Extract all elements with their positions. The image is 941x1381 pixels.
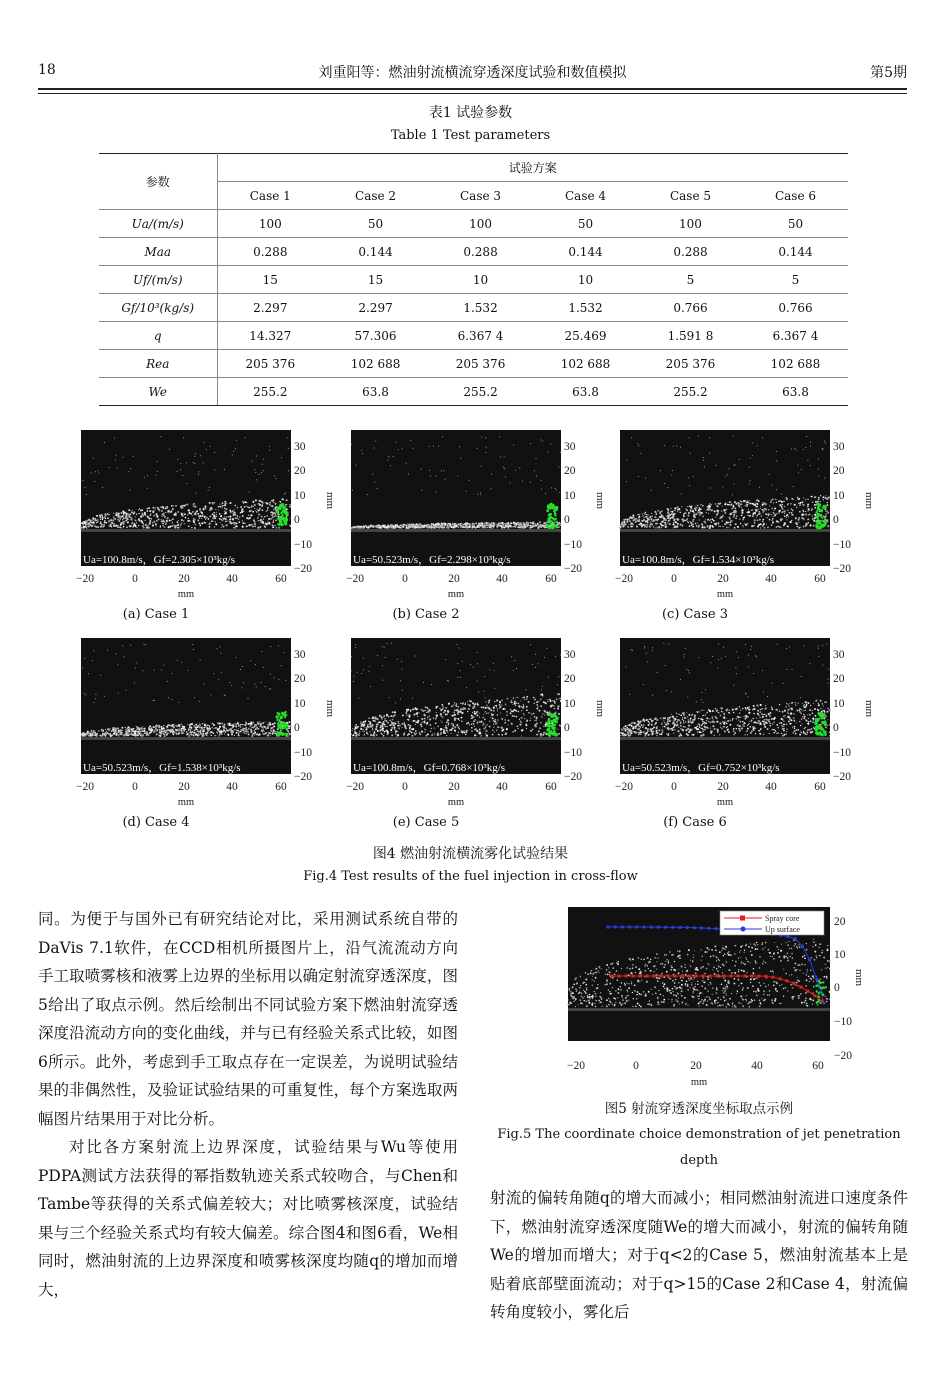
x-axis-unit: mm <box>716 797 734 808</box>
y-tick-label: −10 <box>564 747 582 759</box>
y-tick-label: 30 <box>294 649 306 661</box>
y-axis-unit: mm <box>863 700 875 718</box>
x-tick-label: 0 <box>402 781 408 793</box>
y-axis-unit: mm <box>853 969 865 987</box>
value-cell: 14.327 <box>217 322 323 350</box>
x-axis-unit: mm <box>690 1077 708 1088</box>
value-cell: 5 <box>638 266 743 294</box>
value-cell: 0.766 <box>743 294 848 322</box>
value-cell: 255.2 <box>217 378 323 406</box>
column-header: Case 2 <box>323 182 428 210</box>
y-tick-label: 0 <box>833 722 839 734</box>
panel-label: (f) Case 6 <box>663 815 727 830</box>
table-row <box>99 294 848 322</box>
x-tick-label: −20 <box>615 781 633 793</box>
x-tick-label: 60 <box>275 573 287 585</box>
condition-overlay: Ua=100.8m/s，Gf=1.534×10³kg/s <box>622 554 775 566</box>
y-tick-label: 0 <box>834 982 840 994</box>
value-cell: 100 <box>638 210 743 238</box>
y-tick-label: −20 <box>834 1050 852 1062</box>
x-tick-label: 40 <box>496 573 508 585</box>
page-header <box>38 62 907 88</box>
paragraph-2: 对比各方案射流上边界深度，试验结果与Wu等使用PDPA测试方法获得的幂指数轨迹关系式较吻合，与Chen和Tambe等获得的关系式偏差较大；对比喷雾核深度，试验结果与三个经验关系式均有较大偏差。综合图4和图6看，We相同时，燃油射流的上边界深度和喷雾核深度均随q的增加而增大， <box>38 1138 458 1299</box>
figure-4-panel <box>76 430 351 630</box>
param-cell: Gf/10³(kg/s) <box>99 294 217 322</box>
spray-image-plot <box>615 430 890 600</box>
legend-entry: Spray core <box>765 914 800 923</box>
x-tick-label: −20 <box>615 573 633 585</box>
value-cell: 255.2 <box>638 378 743 406</box>
spray-image-plot <box>346 430 621 600</box>
right-column <box>490 1184 908 1327</box>
value-cell: 100 <box>217 210 323 238</box>
x-axis-unit: mm <box>716 589 734 600</box>
x-tick-label: 20 <box>178 573 190 585</box>
y-tick-label: 0 <box>833 514 839 526</box>
running-title: 刘重阳等：燃油射流横流穿透深度试验和数值模拟 <box>318 65 627 81</box>
header-rule-thin <box>38 93 907 94</box>
figure-5-caption-cn: 图5 射流穿透深度坐标取点示例 <box>604 1101 794 1117</box>
x-tick-label: 20 <box>717 573 729 585</box>
figure-5-caption-en: Fig.5 The coordinate choice demonstration of jet penetration depth <box>497 1127 901 1168</box>
table-row <box>99 266 848 294</box>
y-tick-label: 20 <box>833 673 845 685</box>
paragraph-3: 射流的偏转角随q的增大而减小；相同燃油射流进口速度条件下，燃油射流穿透深度随We的增大而减小，射流的偏转角随We的增加而增大；对于q<2的Case 5，燃油射流基本上是贴着底部壁面流动；对于q>15的Case 2和Case 4，射流偏转角度较小，雾化后 <box>490 1189 908 1321</box>
value-cell: 205 376 <box>217 350 323 378</box>
y-tick-label: 0 <box>564 722 570 734</box>
value-cell: 5 <box>743 266 848 294</box>
value-cell: 2.297 <box>323 294 428 322</box>
condition-overlay: Ua=100.8m/s，Gf=2.305×10³kg/s <box>83 554 236 566</box>
panel-label: (d) Case 4 <box>122 815 190 830</box>
x-tick-label: −20 <box>346 573 364 585</box>
y-tick-label: 10 <box>833 698 845 710</box>
value-cell: 205 376 <box>428 350 533 378</box>
y-tick-label: 30 <box>564 441 576 453</box>
header-rule <box>38 88 907 90</box>
y-tick-label: 10 <box>294 490 306 502</box>
x-tick-label: 20 <box>178 781 190 793</box>
y-tick-label: 20 <box>564 673 576 685</box>
figure-4-panel <box>615 430 890 630</box>
param-cell: Rea <box>99 350 217 378</box>
y-axis-unit: mm <box>324 492 336 510</box>
left-column <box>38 905 458 1304</box>
spray-image-plot <box>76 430 351 600</box>
x-tick-label: −20 <box>567 1060 585 1072</box>
column-header: Case 5 <box>638 182 743 210</box>
y-tick-label: 10 <box>834 949 846 961</box>
panel-label: (c) Case 3 <box>661 607 729 622</box>
value-cell: 10 <box>533 266 638 294</box>
param-header: 参数 <box>99 154 217 210</box>
figure-4-panel <box>615 638 890 838</box>
x-tick-label: 60 <box>814 781 826 793</box>
x-tick-label: 40 <box>496 781 508 793</box>
y-tick-label: 20 <box>564 465 576 477</box>
y-tick-label: −20 <box>564 563 582 575</box>
x-axis-unit: mm <box>447 589 465 600</box>
y-tick-label: −10 <box>833 539 851 551</box>
test-parameters-table <box>99 153 848 406</box>
value-cell: 50 <box>323 210 428 238</box>
y-tick-label: 30 <box>833 649 845 661</box>
value-cell: 63.8 <box>323 378 428 406</box>
y-tick-label: −10 <box>833 747 851 759</box>
value-cell: 6.367 4 <box>428 322 533 350</box>
value-cell: 0.144 <box>533 238 638 266</box>
y-tick-label: 20 <box>833 465 845 477</box>
x-tick-label: 20 <box>717 781 729 793</box>
column-header: Case 3 <box>428 182 533 210</box>
x-tick-label: 20 <box>448 573 460 585</box>
value-cell: 50 <box>533 210 638 238</box>
value-cell: 10 <box>428 266 533 294</box>
figure-5-plot <box>568 905 868 1090</box>
y-tick-label: 30 <box>294 441 306 453</box>
value-cell: 0.766 <box>638 294 743 322</box>
figure-4-panel <box>346 430 621 630</box>
value-cell: 25.469 <box>533 322 638 350</box>
value-cell: 15 <box>323 266 428 294</box>
y-tick-label: −10 <box>294 747 312 759</box>
x-tick-label: −20 <box>76 781 94 793</box>
x-tick-label: −20 <box>76 573 94 585</box>
x-tick-label: 60 <box>545 781 557 793</box>
value-cell: 102 688 <box>323 350 428 378</box>
column-header: Case 4 <box>533 182 638 210</box>
y-tick-label: 0 <box>294 722 300 734</box>
x-axis-unit: mm <box>447 797 465 808</box>
spray-image-plot <box>615 638 890 808</box>
value-cell: 1.532 <box>533 294 638 322</box>
y-tick-label: −10 <box>294 539 312 551</box>
y-tick-label: 20 <box>294 465 306 477</box>
condition-overlay: Ua=50.523m/s，Gf=0.752×10³kg/s <box>622 762 780 774</box>
param-cell: Maa <box>99 238 217 266</box>
condition-overlay: Ua=50.523m/s，Gf=2.298×10³kg/s <box>353 554 511 566</box>
x-tick-label: 40 <box>765 573 777 585</box>
value-cell: 0.144 <box>743 238 848 266</box>
y-axis-unit: mm <box>324 700 336 718</box>
page-number: 18 <box>38 62 56 78</box>
value-cell: 100 <box>428 210 533 238</box>
x-tick-label: 20 <box>690 1060 702 1072</box>
value-cell: 63.8 <box>533 378 638 406</box>
x-tick-label: 40 <box>226 573 238 585</box>
y-axis-unit: mm <box>863 492 875 510</box>
x-tick-label: 60 <box>812 1060 824 1072</box>
table-row <box>99 378 848 406</box>
table-caption-en: Table 1 Test parameters <box>390 128 551 143</box>
value-cell: 63.8 <box>743 378 848 406</box>
table-row <box>99 210 848 238</box>
value-cell: 6.367 4 <box>743 322 848 350</box>
y-tick-label: 10 <box>294 698 306 710</box>
x-tick-label: 40 <box>226 781 238 793</box>
condition-overlay: Ua=100.8m/s，Gf=0.768×10³kg/s <box>353 762 506 774</box>
y-tick-label: 30 <box>564 649 576 661</box>
y-tick-label: 30 <box>833 441 845 453</box>
y-tick-label: 10 <box>564 490 576 502</box>
y-tick-label: −10 <box>564 539 582 551</box>
x-tick-label: 0 <box>671 573 677 585</box>
value-cell: 0.144 <box>323 238 428 266</box>
y-tick-label: −20 <box>833 563 851 575</box>
y-tick-label: 20 <box>834 916 846 928</box>
x-tick-label: 0 <box>402 573 408 585</box>
value-cell: 1.532 <box>428 294 533 322</box>
x-tick-label: 60 <box>545 573 557 585</box>
figure-4-panel <box>76 638 351 838</box>
figure-4-panel <box>346 638 621 838</box>
y-tick-label: 20 <box>294 673 306 685</box>
x-tick-label: 40 <box>765 781 777 793</box>
y-axis-unit: mm <box>594 700 606 718</box>
issue-number: 第5期 <box>870 65 907 81</box>
y-tick-label: −20 <box>294 771 312 783</box>
spray-image-plot <box>346 638 621 808</box>
y-tick-label: 0 <box>564 514 570 526</box>
x-tick-label: 0 <box>132 781 138 793</box>
panel-label: (e) Case 5 <box>392 815 460 830</box>
column-header: Case 6 <box>743 182 848 210</box>
value-cell: 0.288 <box>428 238 533 266</box>
y-tick-label: 10 <box>833 490 845 502</box>
table-row <box>99 350 848 378</box>
figure-4-caption-en: Fig.4 Test results of the fuel injection in cross-flow <box>303 869 638 884</box>
value-cell: 255.2 <box>428 378 533 406</box>
value-cell: 57.306 <box>323 322 428 350</box>
table-row <box>99 322 848 350</box>
paragraph-1: 同。为便于与国外已有研究结论对比，采用测试系统自带的DaVis 7.1软件，在CCD相机所摄图片上，沿气流流动方向手工取喷雾核和液雾上边界的坐标用以确定射流穿透深度，图5给出了取点示例。然后绘制出不同试验方案下燃油射流穿透深度沿流动方向的变化曲线，并与已有经验关系式比较，如图6所示。此外，考虑到手工取点存在一定误差，为说明试验结果的非偶然性，及验证试验结果的可重复性，每个方案选取两幅图片结果用于对比分析。 <box>38 910 458 1128</box>
value-cell: 1.591 8 <box>638 322 743 350</box>
x-axis-unit: mm <box>177 797 195 808</box>
param-cell: We <box>99 378 217 406</box>
param-cell: Ua/(m/s) <box>99 210 217 238</box>
figure-5 <box>568 905 868 1090</box>
y-tick-label: 0 <box>294 514 300 526</box>
x-tick-label: 60 <box>275 781 287 793</box>
value-cell: 102 688 <box>743 350 848 378</box>
y-tick-label: 10 <box>564 698 576 710</box>
y-tick-label: −20 <box>833 771 851 783</box>
x-tick-label: −20 <box>346 781 364 793</box>
value-cell: 102 688 <box>533 350 638 378</box>
value-cell: 205 376 <box>638 350 743 378</box>
column-header: Case 1 <box>217 182 323 210</box>
x-tick-label: 0 <box>132 573 138 585</box>
y-axis-unit: mm <box>594 492 606 510</box>
param-cell: q <box>99 322 217 350</box>
y-tick-label: −20 <box>294 563 312 575</box>
legend-entry: Up surface <box>765 925 800 934</box>
value-cell: 2.297 <box>217 294 323 322</box>
table-row <box>99 238 848 266</box>
group-header: 试验方案 <box>217 154 848 182</box>
panel-label: (b) Case 2 <box>392 607 460 622</box>
value-cell: 50 <box>743 210 848 238</box>
x-tick-label: 0 <box>671 781 677 793</box>
x-tick-label: 0 <box>633 1060 639 1072</box>
x-axis-unit: mm <box>177 589 195 600</box>
panel-label: (a) Case 1 <box>122 607 190 622</box>
spray-image-plot <box>76 638 351 808</box>
value-cell: 0.288 <box>217 238 323 266</box>
x-tick-label: 40 <box>751 1060 763 1072</box>
figure-4-caption-cn: 图4 燃油射流横流雾化试验结果 <box>372 846 569 862</box>
table-caption-cn: 表1 试验参数 <box>428 105 513 121</box>
value-cell: 15 <box>217 266 323 294</box>
x-tick-label: 20 <box>448 781 460 793</box>
x-tick-label: 60 <box>814 573 826 585</box>
figure-5-legend <box>720 911 824 935</box>
y-tick-label: −20 <box>564 771 582 783</box>
y-tick-label: −10 <box>834 1016 852 1028</box>
condition-overlay: Ua=50.523m/s，Gf=1.538×10³kg/s <box>83 762 241 774</box>
value-cell: 0.288 <box>638 238 743 266</box>
param-cell: Uf/(m/s) <box>99 266 217 294</box>
